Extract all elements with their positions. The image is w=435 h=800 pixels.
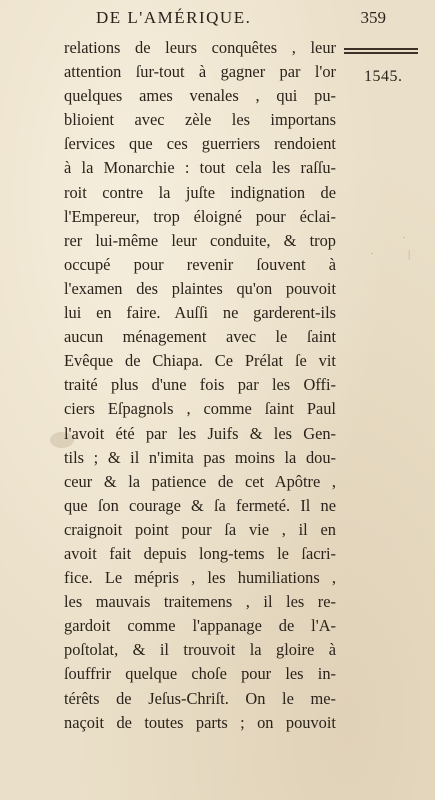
text-line: occupé pour revenir ſouvent à (64, 254, 336, 274)
text-line: l'avoit été par les Juifs & les Gen- (64, 423, 336, 443)
text-line: térêts de Jeſus-Chriſt. On le me- (64, 688, 336, 708)
show-through-mark: · (402, 232, 406, 244)
text-line: blioient avec zèle les importans (64, 110, 336, 130)
text-line: les mauvais traitemens , il les re- (64, 592, 336, 612)
text-line: roit contre la juſte indignation de (64, 182, 336, 202)
text-line: ſervices que ces guerriers rendoient (64, 134, 336, 154)
text-line: à la Monarchie : tout cela les raſſu- (64, 158, 336, 178)
body-text (64, 36, 336, 735)
text-line: ciers Eſpagnols , comme ſaint Paul (64, 399, 336, 419)
text-line: relations de leurs conquêtes , leur (64, 38, 336, 57)
text-line: quelques ames venales , qui pu- (64, 86, 336, 106)
text-line: l'examen des plaintes qu'on pouvoit (64, 278, 336, 298)
margin-rule (344, 48, 418, 56)
text-line: gardoit comme l'appanage de l'A- (64, 616, 336, 636)
show-through-mark: | (408, 248, 411, 260)
text-line: attention ſur-tout à gagner par l'or (64, 62, 336, 82)
margin-rule-line (344, 52, 418, 54)
text-line: fice. Le mépris , les humiliations , (64, 568, 336, 588)
text-line: Evêque de Chiapa. Ce Prélat ſe vit (64, 351, 336, 371)
margin-year: 1545. (364, 68, 403, 85)
running-title: DE L'AMÉRIQUE. (96, 8, 252, 27)
text-line: avoit fait depuis long-tems le ſacri- (64, 543, 336, 563)
text-line: rer lui-même leur conduite, & trop (64, 230, 336, 250)
text-line: craignoit point pour ſa vie , il en (64, 519, 336, 539)
running-head (96, 6, 386, 32)
text-line: naçoit de toutes parts ; on pouvoit (64, 712, 336, 732)
text-line: tils ; & il n'imita pas moins la dou- (64, 447, 336, 467)
text-line: l'Empereur, trop éloigné pour éclai- (64, 206, 336, 226)
text-line: aucun ménagement avec le ſaint (64, 327, 336, 347)
text-line: lui en faire. Auſſi ne garderent-ils (64, 303, 336, 323)
page-number: 359 (360, 8, 386, 27)
text-line: traité plus d'une fois par les Offi- (64, 375, 336, 395)
margin-rule-line (344, 48, 418, 50)
text-line: ceur & la patience de cet Apôtre , (64, 471, 336, 491)
text-line: ſouffrir quelque choſe pour les in- (64, 664, 336, 684)
show-through-mark: · (370, 248, 374, 260)
text-line: que ſon courage & ſa fermeté. Il ne (64, 495, 336, 515)
text-line: poſtolat, & il trouvoit la gloire à (64, 640, 336, 660)
